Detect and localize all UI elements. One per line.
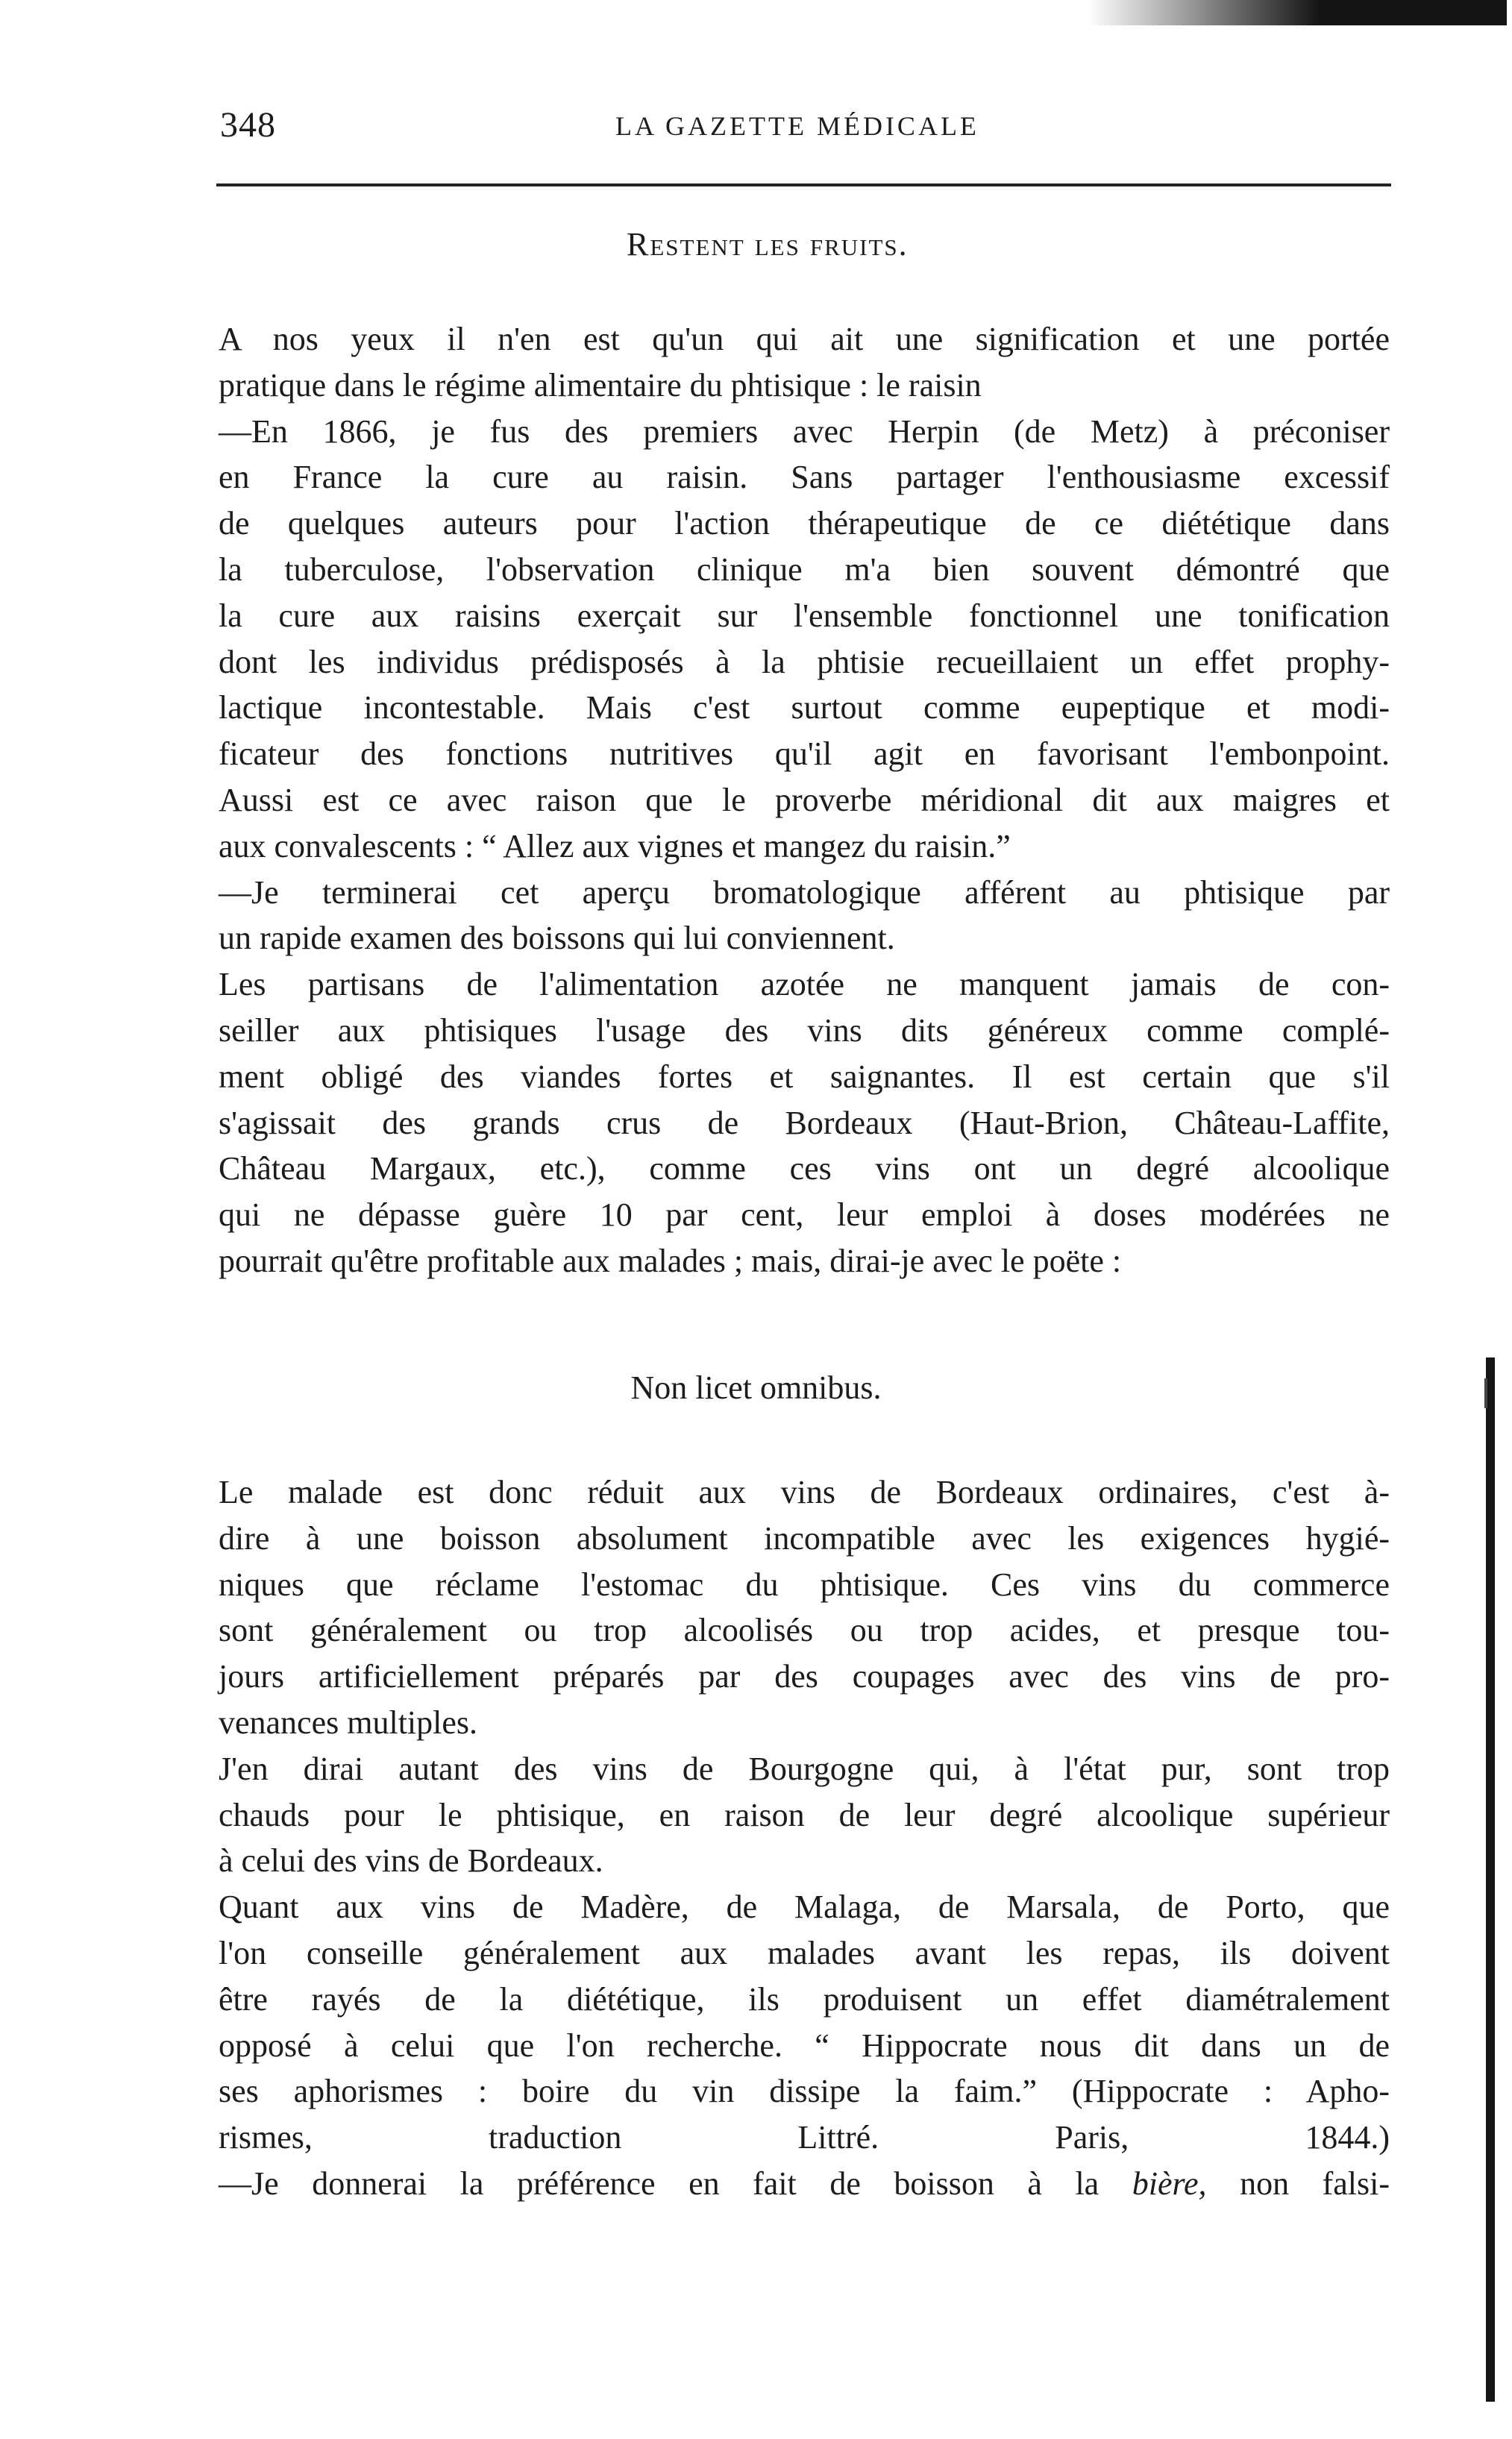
text-line: chauds pour le phtisique, en raison de leur degré alcoolique supérieur (219, 1796, 1390, 1833)
text-line: Le malade est donc réduit aux vins de Bordeaux ordinaires, c'est à- (219, 1474, 1390, 1510)
text-line: ses aphorismes : boire du vin dissipe la faim.” (Hippocrate : Apho- (219, 2073, 1390, 2110)
text-line: Aussi est ce avec raison que le proverbe méridional dit aux maigres et (219, 781, 1390, 818)
scan-edge-top (1089, 0, 1507, 25)
text-line: opposé à celui que l'on recherche. “ Hippocrate nous dit dans un de (219, 2027, 1390, 2064)
text-run: non falsi- (1206, 2165, 1390, 2202)
text-line: Château Margaux, etc.), comme ces vins ont un degré alcoolique (219, 1150, 1390, 1187)
text-line: —En 1866, je fus des premiers avec Herpin (de Metz) à préconiser (219, 412, 1390, 450)
running-title: LA GAZETTE MÉDICALE (615, 111, 979, 141)
text-line: venances multiples. (219, 1704, 478, 1741)
text-line: niques que réclame l'estomac du phtisique. Ces vins du commerce (219, 1566, 1390, 1603)
page-number: 348 (220, 105, 276, 145)
paragraph-block-1 (219, 316, 1390, 1284)
text-line: pratique dans le régime alimentaire du phtisique : le raisin (219, 366, 982, 404)
italic-word: bière, (1132, 2165, 1207, 2202)
paragraph-block-2 (219, 1469, 1390, 2207)
text-line: ment obligé des viandes fortes et saignantes. Il est certain que s'il (219, 1058, 1390, 1095)
text-line: —Je terminerai cet aperçu bromatologique afférent au phtisique par (219, 873, 1390, 911)
text-line: sont généralement ou trop alcoolisés ou trop acides, et presque tou- (219, 1612, 1390, 1649)
text-line: s'agissait des grands crus de Bordeaux (Haut-Brion, Château-Laffite, (219, 1104, 1390, 1141)
text-line: qui ne dépasse guère 10 par cent, leur emploi à doses modérées ne (219, 1196, 1390, 1234)
text-line: A nos yeux il n'en est qu'un qui ait une signification et une portée (219, 321, 1390, 357)
section-heading: Restent les fruits. (627, 226, 909, 263)
text-line: être rayés de la diététique, ils produisent un effet diamétralement (219, 1980, 1390, 2018)
text-line: l'on conseille généralement aux malades avant les repas, ils doivent (219, 1934, 1390, 1971)
text-line: Les partisans de l'alimentation azotée ne manquent jamais de con- (219, 966, 1390, 1003)
latin-quote: Non licet omnibus. (630, 1369, 882, 1406)
text-line: un rapide examen des boissons qui lui conviennent. (219, 920, 895, 957)
text-line: Quant aux vins de Madère, de Malaga, de Marsala, de Porto, que (219, 1889, 1390, 1926)
header-rule (216, 183, 1391, 186)
text-line: J'en dirai autant des vins de Bourgogne qui, à l'état pur, sont trop (219, 1750, 1390, 1787)
text-line: jours artificiellement préparés par des coupages avec des vins de pro- (219, 1658, 1390, 1695)
text-line: rismes, traduction Littré. Paris, 1844.) (219, 2119, 1390, 2156)
text-line: à celui des vins de Bordeaux. (219, 1842, 603, 1880)
scan-edge-right (1486, 1357, 1495, 2402)
text-line: la tuberculose, l'observation clinique m'a bien souvent démontré que (219, 550, 1390, 588)
text-line: seiller aux phtisiques l'usage des vins dits généreux comme complé- (219, 1011, 1390, 1049)
text-line: dire à une boisson absolument incompatible avec les exigences hygié- (219, 1519, 1390, 1557)
text-line: pourrait qu'être profitable aux malades ; mais, dirai-je avec le poëte : (219, 1242, 1122, 1279)
text-run: —Je donnerai la préférence en fait de boisson à la (219, 2165, 1132, 2202)
text-line (219, 2161, 1390, 2207)
text-line: dont les individus prédisposés à la phtisie recueillaient un effet prophy- (219, 643, 1390, 680)
text-line: la cure aux raisins exerçait sur l'ensemble fonctionnel une tonification (219, 597, 1390, 634)
text-line: en France la cure au raisin. Sans partager l'enthousiasme excessif (219, 459, 1390, 496)
text-line: aux convalescents : “ Allez aux vignes et mangez du raisin.” (219, 827, 1011, 864)
text-line: lactique incontestable. Mais c'est surtout comme eupeptique et modi- (219, 689, 1390, 726)
text-line: de quelques auteurs pour l'action thérapeutique de ce diététique dans (219, 505, 1390, 542)
text-line: ficateur des fonctions nutritives qu'il agit en favorisant l'embonpoint. (219, 735, 1390, 773)
